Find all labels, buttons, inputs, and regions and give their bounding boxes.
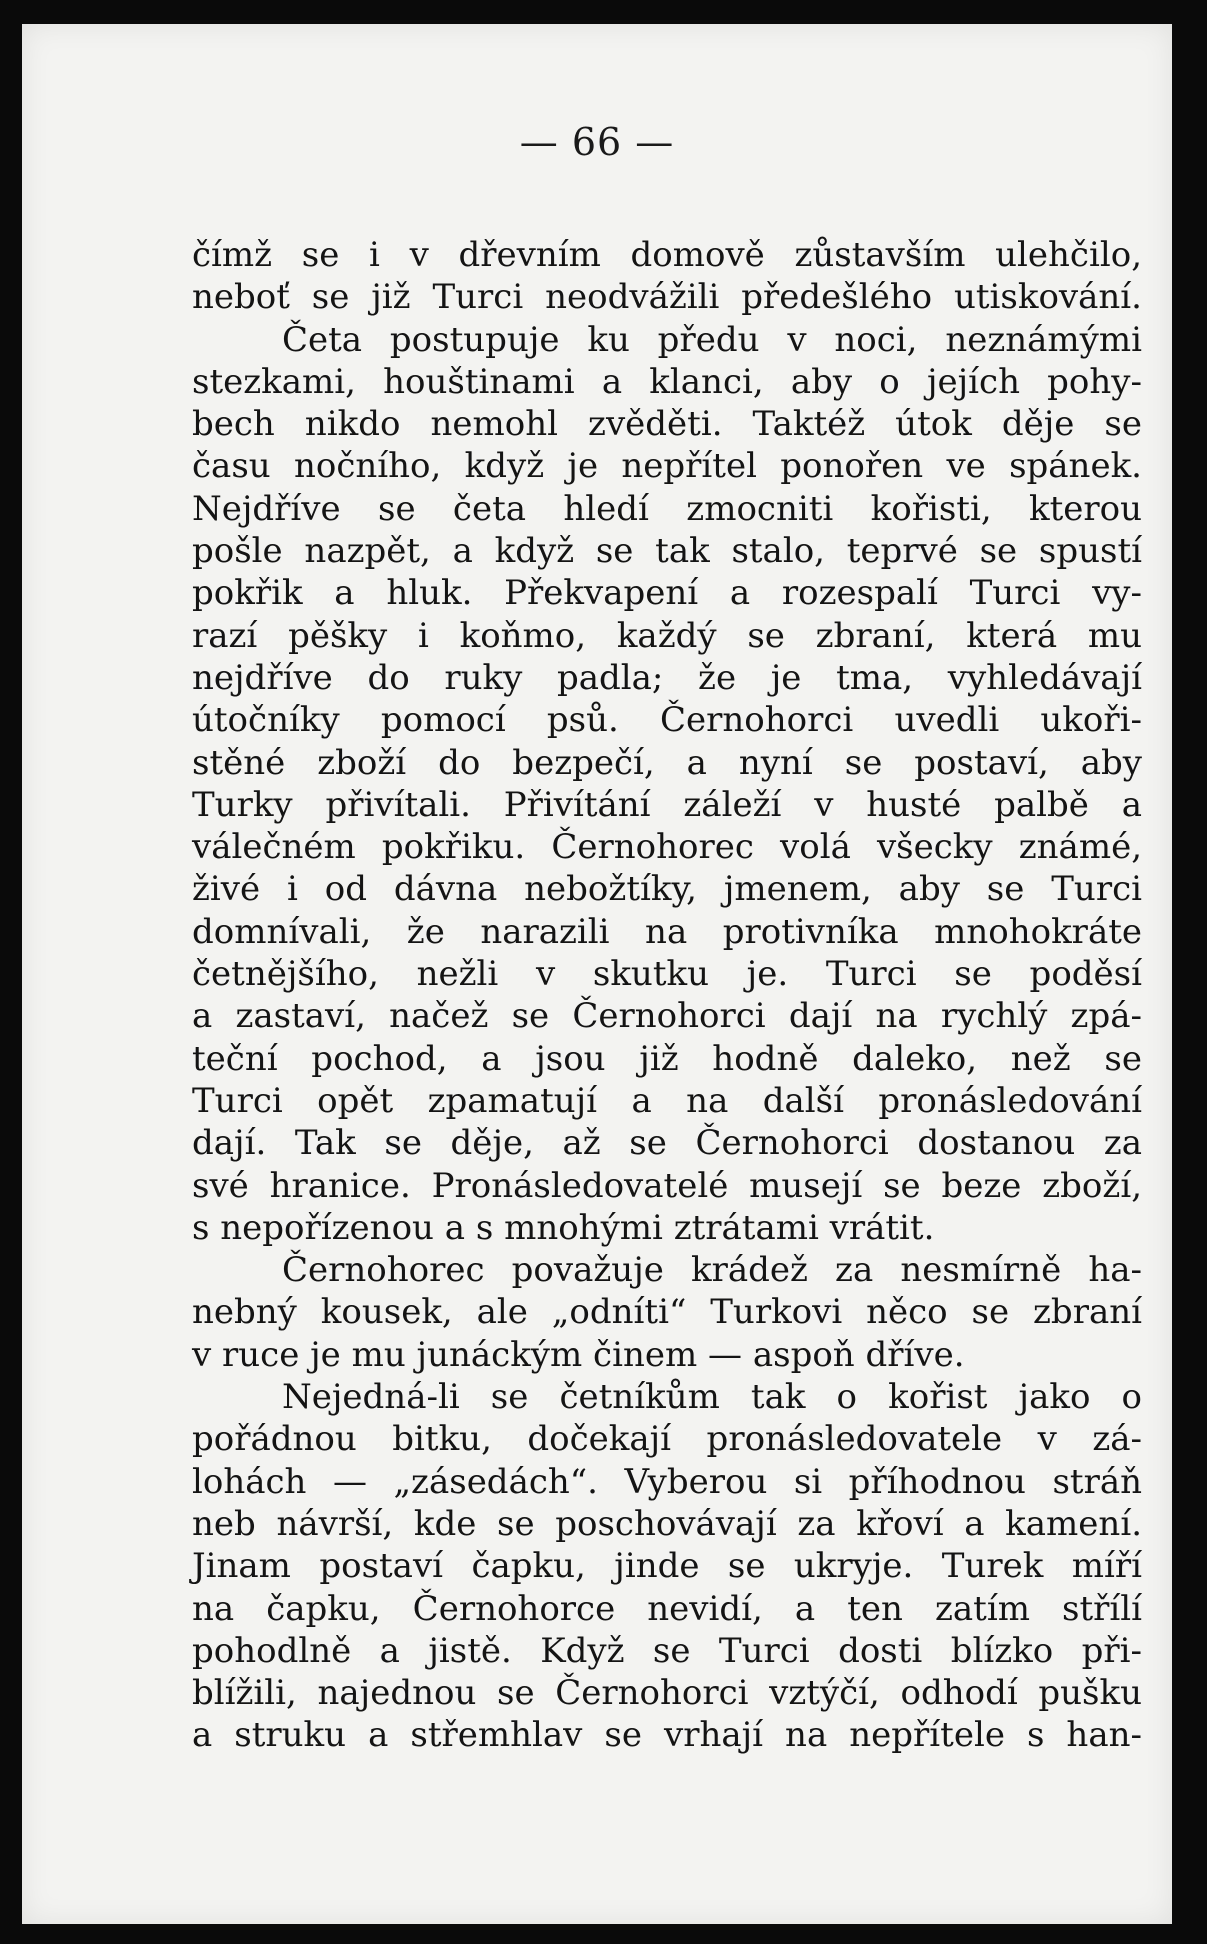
text-line: válečném pokřiku. Černohorec volá všecky známé,	[192, 827, 1142, 868]
text-line: razí pěšky i koňmo, každý se zbraní, která mu	[192, 615, 1142, 656]
text-line: v ruce je mu junáckým činem — aspoň dříve.	[192, 1334, 965, 1375]
text-line: pohodlně a jistě. Když se Turci dosti blízko při-	[192, 1630, 1142, 1671]
text-line: četnějšího, nežli v skutku je. Turci se poděsí	[192, 954, 1142, 995]
text-line: a zastaví, načež se Černohorci dají na rychlý zpá-	[192, 996, 1142, 1037]
body-text	[192, 234, 1142, 1757]
text-line: bech nikdo nemohl zvěděti. Taktéž útok děje se	[192, 404, 1142, 445]
text-line: teční pochod, a jsou již hodně daleko, než se	[192, 1038, 1142, 1079]
text-line: Černohorec považuje krádež za nesmírně ha-	[282, 1250, 1142, 1291]
text-line: blížili, najednou se Černohorci vztýčí, odhodí pušku	[192, 1673, 1142, 1714]
text-line: stěné zboží do bezpečí, a nyní se postaví, aby	[192, 742, 1142, 783]
text-line: času nočního, když je nepřítel ponořen ve spánek.	[192, 446, 1142, 487]
text-line: s nepořízenou a s mnohými ztrátami vrátit.	[192, 1207, 935, 1248]
text-line: neb návrší, kde se poschovávají za křoví a kamení.	[192, 1503, 1142, 1544]
text-line: své hranice. Pronásledovatelé musejí se beze zboží,	[192, 1165, 1142, 1206]
text-line: na čapku, Černohorce nevidí, a ten zatím střílí	[192, 1588, 1142, 1629]
text-line: Nejedná-li se četníkům tak o kořist jako o	[282, 1377, 1142, 1418]
text-line: Nejdříve se četa hledí zmocniti kořisti, kterou	[192, 488, 1142, 529]
text-line: domnívali, že narazili na protivníka mnohokráte	[192, 911, 1142, 952]
text-line: nejdříve do ruky padla; že je tma, vyhledávají	[192, 657, 1142, 698]
text-line: neboť se již Turci neodvážili předešlého utiskování.	[192, 277, 1142, 318]
text-line: nebný kousek, ale „odníti“ Turkovi něco se zbraní	[192, 1292, 1142, 1333]
text-line: čímž se i v dřevním domově zůstavším ulehčilo,	[192, 235, 1142, 275]
text-line: Jinam postaví čapku, jinde se ukryje. Turek míří	[192, 1546, 1142, 1587]
text-line: Četa postupuje ku předu v noci, neznámými	[282, 319, 1142, 360]
text-line: pokřik a hluk. Překvapení a rozespalí Turci vy-	[192, 573, 1142, 614]
text-line: stezkami, houštinami a klanci, aby o jejích pohy-	[192, 361, 1142, 402]
text-line: dají. Tak se děje, až se Černohorci dostanou za	[192, 1123, 1142, 1164]
text-line: útočníky pomocí psů. Černohorci uvedli ukoři-	[192, 700, 1142, 741]
text-line: lohách — „zásedách“. Vyberou si příhodnou stráň	[192, 1461, 1142, 1502]
text-line: pošle nazpět, a když se tak stalo, teprvé se spustí	[192, 531, 1142, 572]
text-line: Turci opět zpamatují a na další pronásledování	[192, 1080, 1142, 1121]
text-line: Turky přivítali. Přivítání záleží v husté palbě a	[192, 784, 1142, 825]
book-page	[22, 24, 1172, 1924]
page-number: — 66 —	[519, 120, 675, 164]
text-line: a struku a střemhlav se vrhají na nepřítele s han-	[192, 1715, 1142, 1756]
text-line: pořádnou bitku, dočekají pronásledovatele v zá-	[192, 1419, 1142, 1460]
text-line: živé i od dávna nebožtíky, jmenem, aby se Turci	[192, 869, 1142, 910]
